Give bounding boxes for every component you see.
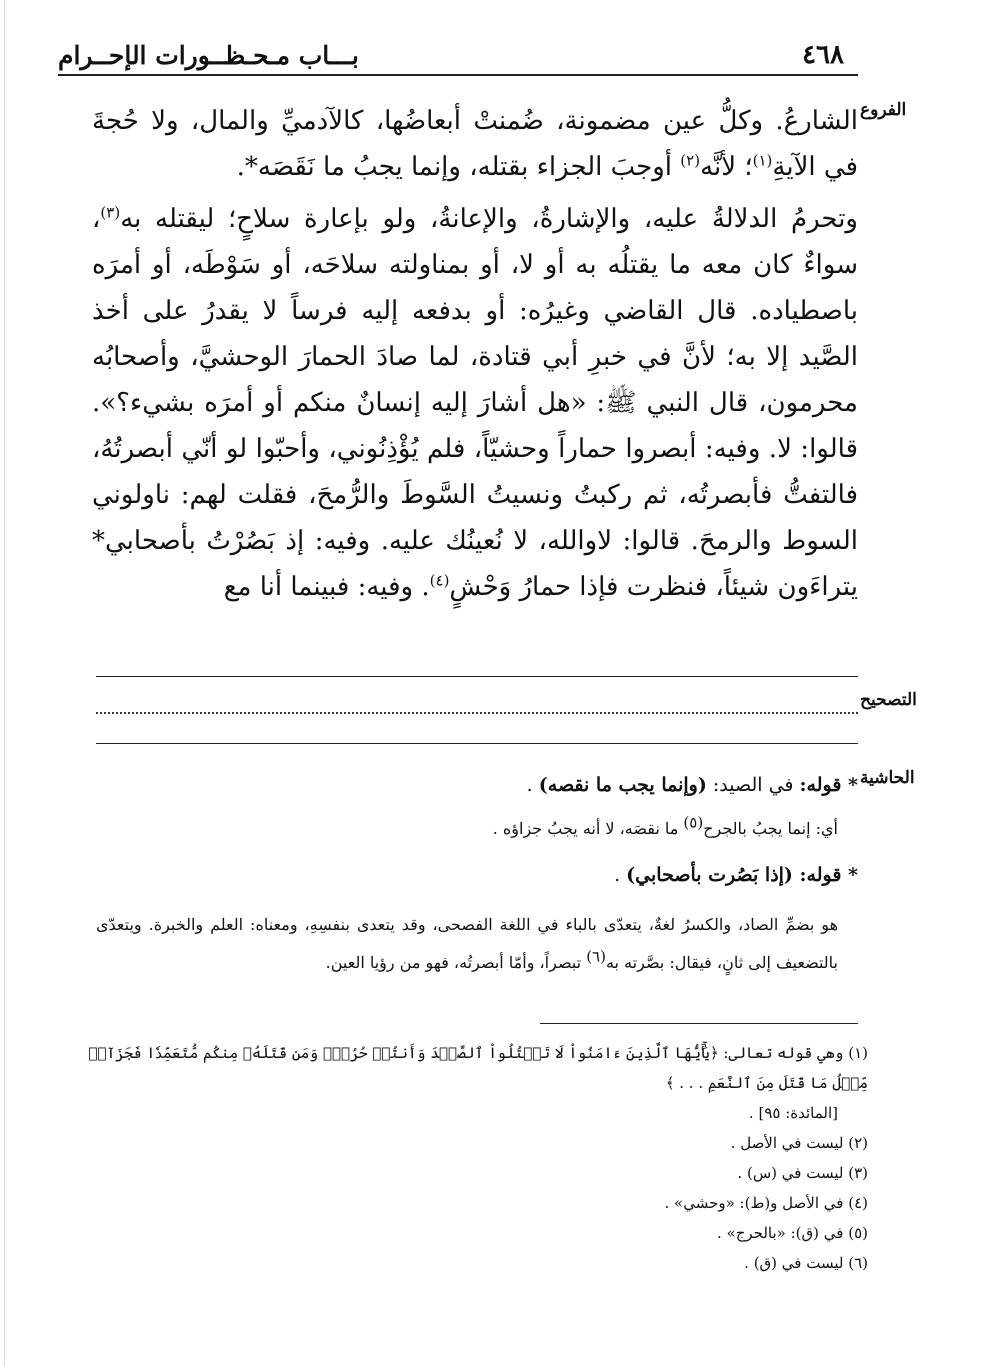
label-hashiya: الحاشية [860,768,915,788]
hashiya-quote-1-text: في الصيد: [706,774,800,796]
hashiya-quote-1-end: . [526,774,539,796]
p2-text-3: . وفيه: فبينما أنا مع [223,572,430,602]
hashiya-quote-1-head: * قوله: [799,774,858,796]
hashiya-commentary [96,768,858,982]
p1-text-2: ؛ لأنَّه [700,152,753,182]
footnote-5: (٥) في (ق): «بالحرج» . [717,1224,868,1242]
hashiya-quote-2-end: . [614,864,627,886]
footnote-ref-1: (١) [752,151,773,170]
footnote-4: (٤) في الأصل و(ط): «وحشي» . [664,1194,868,1212]
footnote-rule [540,1023,858,1024]
tashih-dotted-line [96,712,858,714]
hashiya-quote-2 [96,858,858,892]
p1-text-3: أوجبَ الجزاء بقتله، وإنما يجبُ ما نَقَصَه*. [236,152,681,182]
tashih-rule [96,743,858,744]
hashiya-quote-1-quote: (وإنما يجب ما نقصه) [538,774,707,796]
main-text [92,98,858,610]
hashiya-gloss-1-b: ما نقصَه، لا أنه يجبُ جزاؤه . [492,819,684,838]
p2-text-2: ، سواءٌ كان معه ما يقتلُه به أو لا، أو بمناولته سلاحَه، أو سَوْطَه، أو أمرَه باصطياده. قال القاضي وغيرُه: أو بدفعه إليه فرساً لا يقدرُ على أخذ الصَّيد إلا به؛ لأنَّ في خبرِ أبي قتادة، لما صادَ الحمارَ الوحشيَّ، وأصحابُه محرمون، قال النبي ﷺ: «هل أشارَ إليه إنسانٌ منكم أو أمرَه بشيء؟». قالوا: لا. وفيه: أبصروا حماراً وحشيّاً، فلم يُؤْذِنُوني، وأحبّوا لو أنّي أبصرتُهُ، فالتفتُّ فأبصرتُه، ثم ركبتُ ونسيتُ السَّوطَ والرُّمحَ، فقلت لهم: ناولوني السوط والرمحَ. قالوا: لاوالله، لا نُعينُك عليه. وفيه: إذ بَصُرْتُ بأصحابي* يتراءَون شيئاً، فنظرت فإذا حمارُ وَحْشٍ [92,204,858,602]
hashiya-quote-2-head: * قوله: [799,864,858,886]
hashiya-gloss-1-a: أي: إنما يجبُ بالجرح [703,819,838,838]
page-number: ٤٦٨ [802,40,844,70]
main-text-rule [96,676,858,677]
footnote-ref-5: (٥) [683,813,704,832]
footnote-ref-6: (٦) [586,947,606,966]
footnote-1-continuation: [المائدة: ٩٥] . [748,1104,838,1122]
footnote-ref-3: (٣) [100,203,121,222]
footnote-6: (٦) ليست في (ق) . [744,1254,868,1272]
footnote-2: (٢) ليست في الأصل . [730,1134,868,1152]
footnote-1: (١) وهي قوله تعالى: ﴿يَٰٓأَيُّهَا ٱلَّذِينَ ءَامَنُواْ لَا تَقۡتُلُواْ ٱلصَّيۡدَ وَأَنتُمۡ حُرُمٞۚ وَمَن قَتَلَهُۥ مِنكُم مُّتَعَمِّدٗا فَجَزَآءٞ مِّثۡلُ مَا قَتَلَ مِنَ ٱلنَّعَمِ . . . ﴾ [88,1044,868,1092]
label-tashih: التصحيح [860,690,917,710]
running-head [58,30,858,76]
paragraph-1 [92,98,858,190]
hashiya-quote-2-quote: (إذا بَصُرت بأصحابي) [626,864,800,886]
running-title: بـــاب مـحـظــورات الإحــرام [58,41,359,70]
page-edge-line [4,0,5,1366]
paragraph-2 [92,196,858,610]
hashiya-gloss-2-a: هو بضمِّ الصاد، والكسرُ لغةٌ، يتعدّى بالباء في اللغة الفصحى، وقد يتعدى بنفسِهِ، ومعناه: العلم والخبرة. ويتعدّى بالتضعيف إلى ثانٍ، فيقال: بصَّرته به [96,915,838,972]
hashiya-gloss-1 [96,812,838,846]
hashiya-quote-1 [96,768,858,802]
p1-text-1: الشارعُ. وكلُّ عين مضمونة، ضُمنتْ أبعاضُها، كالآدميِّ والمال، ولا حُجةَ في الآيةِ [92,106,858,182]
footnotes [80,1038,868,1278]
hashiya-gloss-2-b: تبصراً، وأمّا أبصرتُه، فهو من رؤيا العين. [325,953,587,972]
footnote-ref-2: (٢) [680,151,701,170]
hashiya-gloss-2 [96,906,838,982]
p2-text-1: وتحرمُ الدلالةُ عليه، والإشارةُ، والإعانةُ، ولو بإعارة سلاحٍ؛ ليقتله به [120,204,858,234]
label-furu: الفروع [860,100,907,120]
footnote-3: (٣) ليست في (س) . [737,1164,868,1182]
footnote-ref-4: (٤) [429,571,450,590]
